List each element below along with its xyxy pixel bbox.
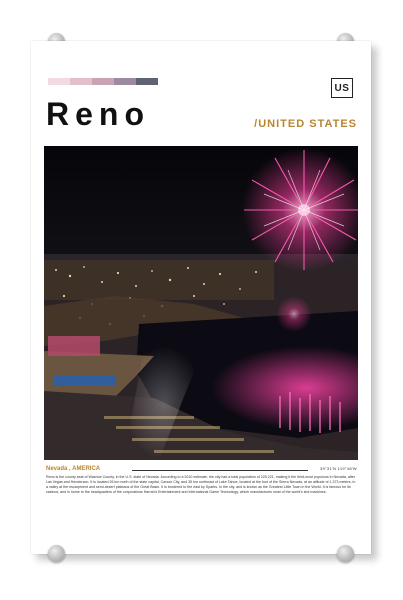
bottom-left-pin [48,545,65,562]
color-swatch-5 [136,78,158,85]
footer-divider [132,470,308,471]
color-swatch-1 [48,78,70,85]
location-label: Nevada , AMERICA [46,466,101,472]
city-description: Reno is the county seat of Washoe County, in the U.S. state of Nevada. According to a 2010 estimate, the city had a total population of 225,221, making it the third-most populous in Nevada, after Las Vegas and Henderson. It is located 26 km north of the state capital, Carson City, and 35 km northeast of Lake Tahoe, located at the foot of the Sierra Nevada, at an altitude of 1,373 meters, in a valley at the escarpment and semi-desert plateaus of the Great Basin. It is bordered to the east by Sparks. In the city, and is known as the Greatest Little Town in the World. It is famous for its casinos, and is home to the headquarters of the corporations Harrah's Entertainment and International Game Technology, which manufactures most of the world's slot machines. [46,475,356,494]
bottom-right-pin [337,545,354,562]
color-swatch-3 [92,78,114,85]
color-swatch-2 [70,78,92,85]
color-swatch-4 [114,78,136,85]
country-code-text: US [334,82,350,94]
coordinates-text: 39°31'N 119°48'W [319,466,357,471]
color-swatch-strip [48,78,158,85]
country-title: /UNITED STATES [254,118,357,130]
country-code-badge [331,78,353,98]
city-photo [44,146,358,460]
city-title: Reno [46,96,150,132]
